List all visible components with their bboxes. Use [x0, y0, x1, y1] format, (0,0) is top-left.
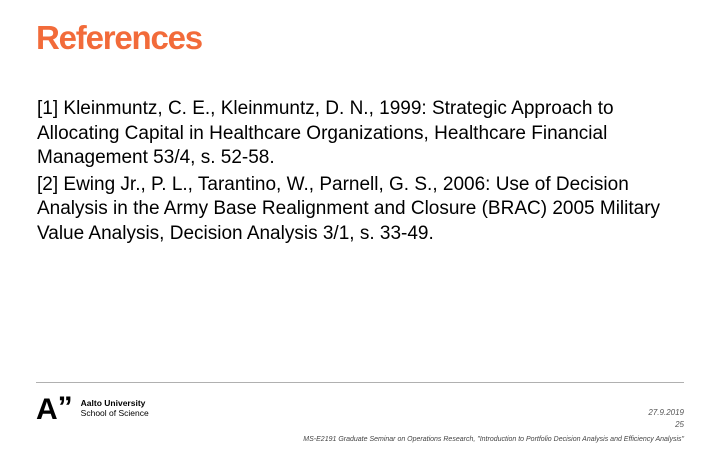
logo-university-name: Aalto University [80, 398, 146, 408]
slide-title: References [36, 19, 202, 56]
logo-school-name: School of Science [80, 408, 149, 418]
logo-mark: A [36, 393, 57, 426]
reference-item-2: [2] Ewing Jr., P. L., Tarantino, W., Parnell, G. S., 2006: Use of Decision Analysis in the Army Base Realignment and Closure (BRAC) 2005 Military Value Analysis, Decision Analysis 3/1, s. 33-49. [37, 173, 661, 244]
aalto-logo [36, 391, 149, 426]
logo-quote: ” [57, 391, 73, 424]
reference-item-1: [1] Kleinmuntz, C. E., Kleinmuntz, D. N., 1999: Strategic Approach to Allocating Capital in Healthcare Organizations, Healthcare Financial Management 53/4, s. 52-58. [37, 98, 614, 168]
slide-date: 27.9.2019 [648, 408, 684, 417]
course-footer: MS-E2191 Graduate Seminar on Operations Research, "Introduction to Portfolio Decision Analysis and Efficiency Analysis" [303, 436, 684, 443]
page-number: 25 [675, 420, 684, 429]
references-list [37, 97, 697, 248]
logo-text [81, 398, 149, 418]
footer-divider [36, 382, 684, 383]
